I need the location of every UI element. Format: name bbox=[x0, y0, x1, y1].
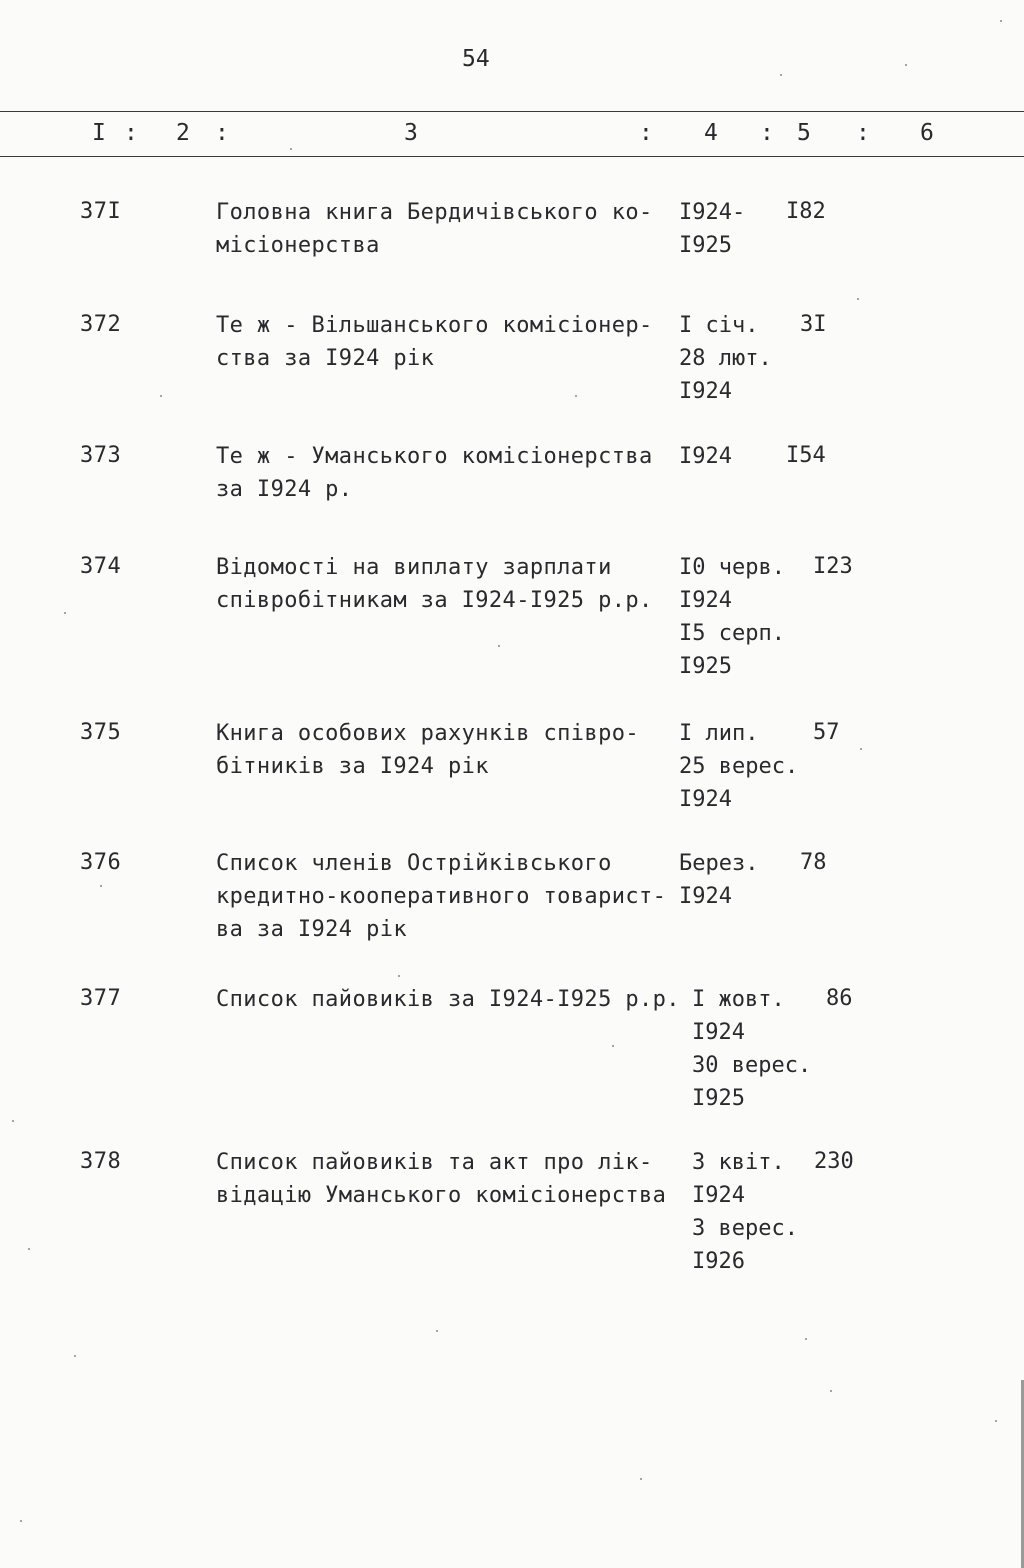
file-number: 378 bbox=[80, 1149, 122, 1174]
sheet-count: 86 bbox=[826, 986, 853, 1011]
column-separator: : bbox=[760, 120, 774, 146]
sheet-count: 230 bbox=[814, 1149, 854, 1174]
file-number: 375 bbox=[80, 720, 122, 745]
column-separator: : bbox=[639, 120, 653, 146]
sheet-count: I82 bbox=[786, 199, 826, 224]
column-separator: : bbox=[124, 120, 138, 146]
file-title: Список членів Острійківського кредитно-кооперативного товарист- ва за I924 рік bbox=[216, 851, 667, 942]
column-separator: : bbox=[215, 120, 229, 146]
file-dates: I жовт. I924 30 верес. I925 bbox=[692, 987, 812, 1111]
column-header-6: 6 bbox=[920, 120, 934, 146]
column-separator: : bbox=[856, 120, 870, 146]
page-number: 54 bbox=[462, 46, 490, 72]
file-title: Те ж - Уманського комісіонерства за I924 р. bbox=[216, 444, 653, 502]
column-header-3: 3 bbox=[404, 120, 418, 146]
sheet-count: I23 bbox=[813, 554, 853, 579]
file-dates: 3 квіт. I924 3 верес. I926 bbox=[692, 1150, 798, 1274]
file-number: 376 bbox=[80, 850, 122, 875]
header-bottom-rule bbox=[0, 156, 1024, 157]
file-title: Книга особових рахунків співро- бітників за I924 рік bbox=[216, 721, 639, 779]
sheet-count: 78 bbox=[800, 850, 827, 875]
sheet-count: I54 bbox=[786, 443, 826, 468]
file-number: 373 bbox=[80, 443, 122, 468]
sheet-count: 57 bbox=[813, 720, 840, 745]
column-header-4: 4 bbox=[704, 120, 718, 146]
file-dates: Берез. I924 bbox=[679, 851, 759, 909]
file-title: Список пайовиків за I924-I925 р.р. bbox=[216, 987, 680, 1012]
file-dates: I лип. 25 верес. I924 bbox=[679, 721, 799, 812]
sheet-count: 3I bbox=[800, 312, 827, 337]
file-number: 374 bbox=[80, 554, 122, 579]
file-dates: I924 bbox=[679, 444, 732, 469]
column-header-2: 2 bbox=[176, 120, 190, 146]
file-number: 377 bbox=[80, 986, 122, 1011]
file-title: Відомості на виплату зарплати співробітникам за I924-I925 р.р. bbox=[216, 555, 653, 613]
header-top-rule bbox=[0, 111, 1024, 112]
file-number: 37I bbox=[80, 199, 122, 224]
file-title: Список пайовиків та акт про лік- відацію Уманського комісіонерства bbox=[216, 1150, 667, 1208]
file-title: Те ж - Вільшанського комісіонер- ства за I924 рік bbox=[216, 313, 653, 371]
file-dates: I924- I925 bbox=[679, 200, 746, 258]
file-dates: I0 черв. I924 I5 серп. I925 bbox=[679, 555, 785, 679]
file-dates: I січ. 28 лют. I924 bbox=[679, 313, 772, 404]
file-number: 372 bbox=[80, 312, 122, 337]
column-header-1: I bbox=[92, 120, 106, 146]
column-header-5: 5 bbox=[797, 120, 811, 146]
file-title: Головна книга Бердичівського ко- місіонерства bbox=[216, 200, 653, 258]
